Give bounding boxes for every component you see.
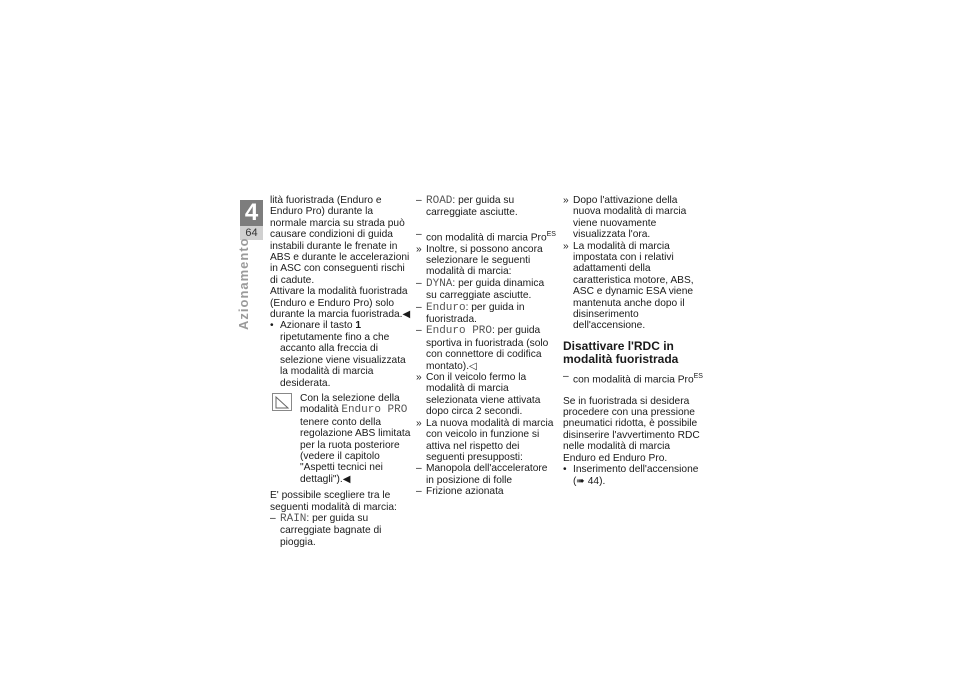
text: : per guida in fuoristrada. [426, 301, 525, 326]
dash-marker-icon: – [270, 512, 276, 524]
list-item [416, 372, 556, 418]
text: tenere conto della regolazione ABS limitata per la ruota posteriore (vedere il capitolo "Aspetti tecnici nei dettagli").◀ [300, 416, 411, 485]
mode-name: RAIN [280, 512, 307, 525]
dash-marker-icon: – [416, 228, 422, 240]
column-3 [563, 195, 705, 487]
dash-marker-icon: – [416, 301, 422, 313]
text: : per guida su carreggiate asciutte. [426, 195, 518, 219]
note-triangle-icon [272, 393, 292, 411]
page-reference[interactable]: (➠ 44). [573, 475, 606, 487]
text: Frizione azionata [426, 486, 504, 498]
key-number: 1 [355, 320, 361, 332]
list-item [416, 325, 556, 372]
list-item [416, 418, 556, 464]
text: : per guida dinamica su carreggiate asciutte. [426, 277, 545, 302]
result-arrow-icon: » [563, 195, 569, 206]
text: Manopola dell'acceleratore in posizione di folle [426, 463, 548, 486]
paragraph: Se in fuoristrada si desidera procedere con una pressione pneumatici ridotta, è possibile disinserire l'avvertimento RDC nelle modalità di marcia Enduro ed Enduro Pro. [563, 395, 700, 464]
list-item [270, 513, 412, 548]
list-item [563, 241, 705, 332]
bullet-icon: • [563, 464, 567, 476]
note-block [270, 393, 412, 485]
text: La modalità di marcia impostata con i relativi adattamenti della caratteristica motore, ABS, ASC e dynamic ESA viene mantenuta anche dopo il disinserimento dell'accensione. [573, 240, 694, 332]
mode-name: Enduro [426, 301, 466, 314]
list-item [416, 463, 556, 486]
result-arrow-icon: » [416, 372, 422, 384]
result-arrow-icon: » [416, 417, 422, 429]
text: ripetutamente fino a che accanto alla freccia di selezione viene visualizzata la modalità di marcia desiderata. [280, 331, 406, 389]
list-item [416, 195, 556, 219]
list-item [563, 371, 705, 386]
dash-marker-icon: – [416, 486, 422, 498]
list-item [416, 486, 556, 497]
chapter-number: 4 [240, 200, 263, 226]
superscript: ES [546, 230, 556, 238]
list-item [270, 320, 412, 388]
mode-name: DYNA [426, 277, 453, 290]
text: Inoltre, si possono ancora selezionare le seguenti modalità di marcia: [426, 243, 543, 278]
superscript: ES [693, 372, 703, 380]
mode-name: Enduro PRO [426, 325, 493, 338]
mode-name: ROAD [426, 195, 453, 207]
dash-marker-icon: – [563, 370, 569, 382]
list-item [416, 244, 556, 278]
list-item [563, 195, 705, 241]
text: Azionare il tasto [280, 320, 356, 332]
text: con modalità di marcia Pro [426, 232, 547, 244]
list-item [416, 278, 556, 302]
result-arrow-icon: » [563, 240, 569, 252]
bullet-icon: • [270, 320, 274, 332]
text: Con il veicolo fermo la modalità di marcia selezionata viene attivata dopo circa 2 secondi. [426, 372, 541, 418]
list-item [416, 229, 556, 244]
paragraph: E' possibile scegliere tra le seguenti modalità di marcia: [270, 490, 397, 513]
mode-name: Enduro PRO [341, 404, 408, 417]
dash-marker-icon: – [416, 325, 422, 337]
text: : per guida sportiva in fuoristrada (solo con connettore di codifica montato).◁ [426, 325, 549, 372]
result-arrow-icon: » [416, 243, 422, 255]
text: con modalità di marcia Pro [573, 374, 694, 386]
column-2 [416, 195, 556, 498]
text: Con la selezione della modalità [300, 392, 400, 416]
dash-marker-icon: – [416, 463, 422, 475]
list-item [563, 464, 705, 487]
text: La nuova modalità di marcia con veicolo in funzione si attiva nel rispetto dei seguenti presupposti: [426, 417, 554, 463]
text: Dopo l'attivazione della nuova modalità di marcia viene nuovamente visualizzata l'ora. [573, 195, 687, 241]
list-item [416, 302, 556, 326]
dash-marker-icon: – [416, 277, 422, 289]
text: Inserimento dell'accensione [573, 464, 699, 476]
dash-marker-icon: – [416, 195, 422, 206]
paragraph: Attivare la modalità fuoristrada (Enduro e Enduro Pro) solo durante la marcia fuoristrada.◀ [270, 286, 411, 321]
paragraph: lità fuoristrada (Enduro e Enduro Pro) durante la normale marcia su strada può causare condizioni di guida instabili durante le frenate in ABS e durante le accelerazioni in ASC con conseguenti rischi di cadute. [270, 195, 410, 286]
section-heading: Disattivare l'RDC in modalità fuoristrada [563, 338, 679, 366]
column-1 [270, 195, 412, 548]
page-number: 64 [240, 226, 263, 240]
section-title-vertical: Azionamento [236, 237, 251, 330]
text: : per guida su carreggiate bagnate di pioggia. [280, 512, 382, 548]
